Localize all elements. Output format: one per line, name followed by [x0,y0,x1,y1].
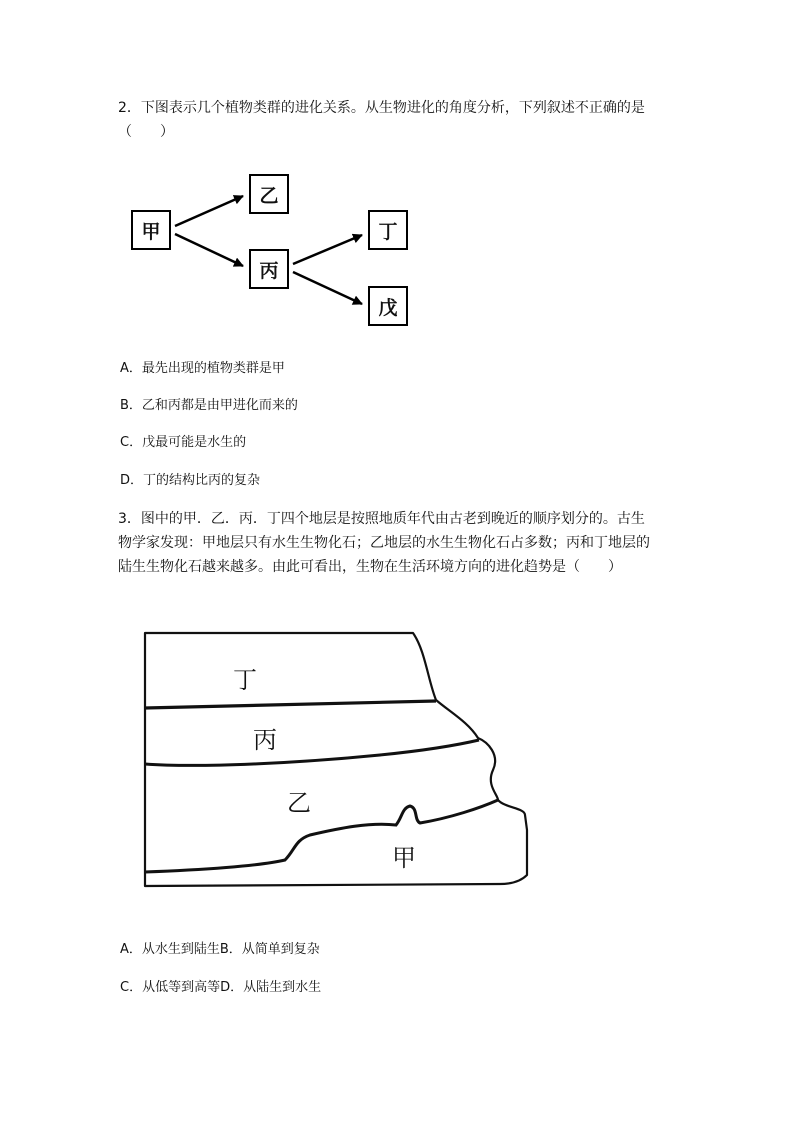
q2-option-d: D．丁的结构比丙的复杂 [120,473,261,488]
stratum-jia-label: 甲 [392,844,416,872]
node-ding: 丁 [368,210,408,250]
boundary-yi-jia [145,800,498,872]
stratum-bing-label: 丙 [253,726,277,754]
q3-option-ab: A．从水生到陆生B．从简单到复杂 [120,942,320,957]
q2-option-c: C．戊最可能是水生的 [120,435,247,450]
q2-answer-paren: （ ） [118,124,174,140]
boundary-bing-yi [145,740,479,765]
node-bing: 丙 [249,249,289,289]
q3-stem-line-3: 陆生生物化石越来越多。由此可看出，生物在生活环境方向的进化趋势是（ ） [118,559,622,575]
q3-stem-line-2: 物学家发现：甲地层只有水生生物化石；乙地层的水生生物化石占多数；丙和丁地层的 [118,535,650,551]
q2-option-b: B．乙和丙都是由甲进化而来的 [120,398,298,413]
node-jia: 甲 [131,210,171,250]
boundary-ding-bing [145,701,436,708]
q3-option-cd: C．从低等到高等D．从陆生到水生 [120,980,322,995]
stratum-yi-label: 乙 [287,789,311,817]
stratum-ding-label: 丁 [233,666,257,694]
q3-stem-line-1: 3．图中的甲．乙．丙．丁四个地层是按照地质年代由古老到晚近的顺序划分的。古生 [118,511,645,527]
node-wu: 戊 [368,286,408,326]
q2-option-a: A．最先出现的植物类群是甲 [120,361,285,376]
q2-stem: 2．下图表示几个植物类群的进化关系。从生物进化的角度分析，下列叙述不正确的是 [118,100,645,116]
node-yi: 乙 [249,174,289,214]
